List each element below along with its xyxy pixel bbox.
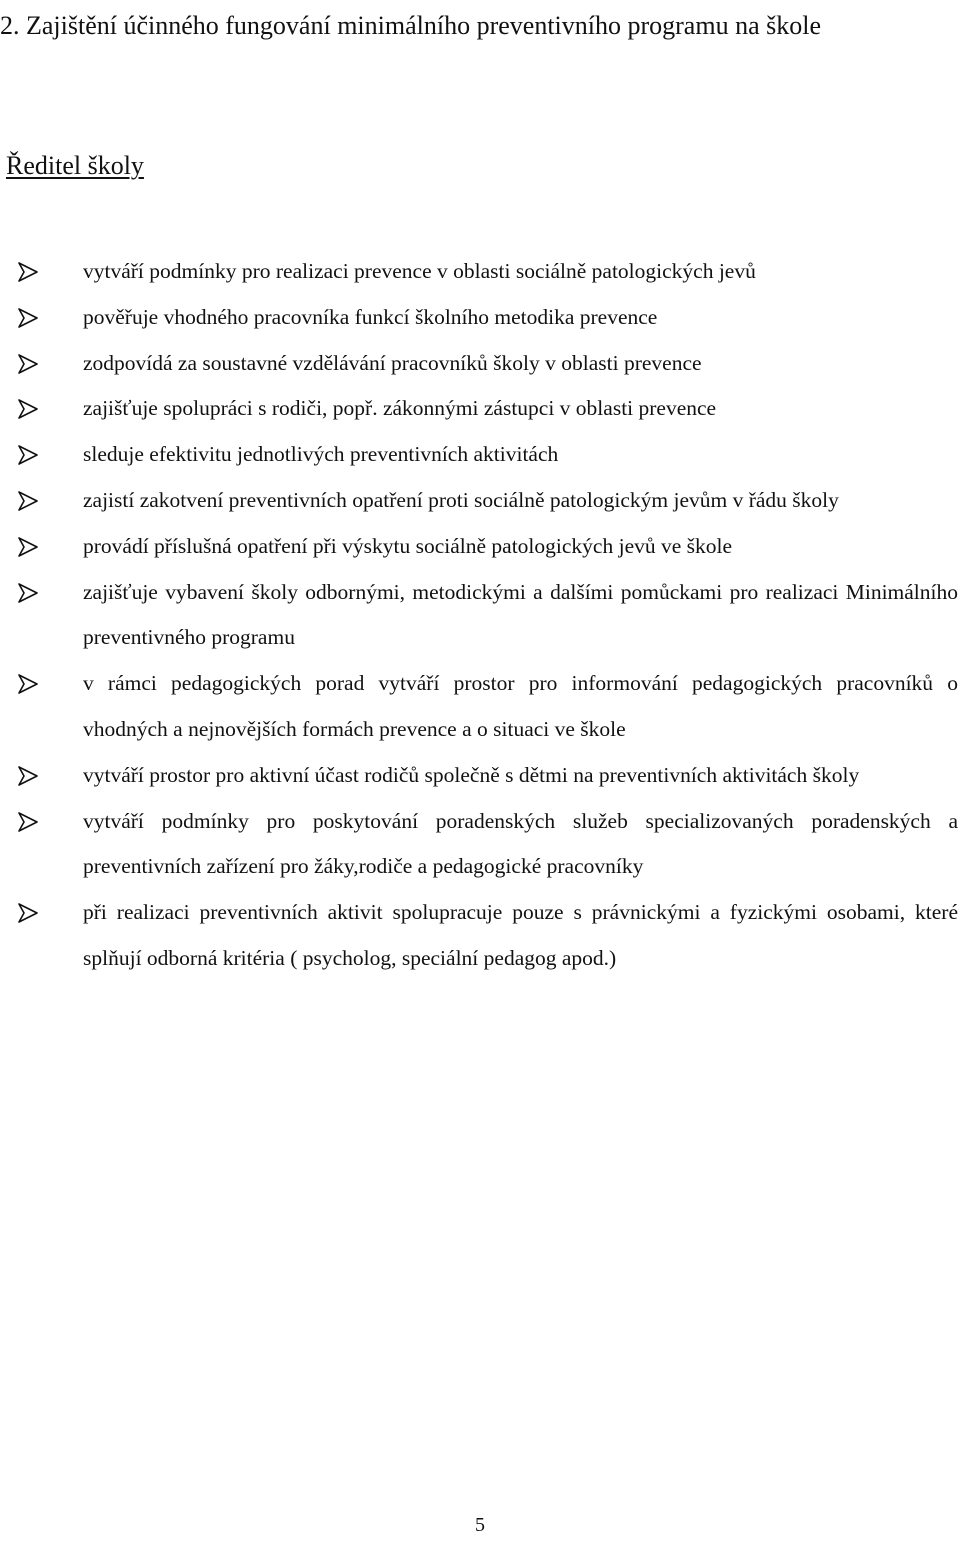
list-item-text: vytváří prostor pro aktivní účast rodičů společně s dětmi na preventivních aktivitách školy — [83, 762, 860, 787]
list-item — [0, 890, 960, 982]
list-item-text: pověřuje vhodného pracovníka funkcí školního metodika prevence — [83, 304, 658, 329]
arrowhead-bullet-icon — [17, 537, 39, 557]
arrowhead-bullet-icon — [17, 262, 39, 282]
arrowhead-bullet-icon — [17, 354, 39, 374]
list-item — [0, 524, 960, 570]
list-item — [0, 432, 960, 478]
list-item — [0, 799, 960, 891]
list-item-text: v rámci pedagogických porad vytváří prostor pro informování pedagogických pracovníků o vhodných a nejnovějších formách prevence a o situaci ve škole — [83, 671, 958, 741]
list-item — [0, 661, 960, 753]
arrowhead-bullet-icon — [17, 812, 39, 832]
list-item — [0, 570, 960, 662]
list-item — [0, 249, 960, 295]
arrowhead-bullet-icon — [17, 399, 39, 419]
page-number: 5 — [475, 1514, 485, 1536]
list-item-text: sleduje efektivitu jednotlivých preventivních aktivitách — [83, 442, 559, 467]
arrowhead-bullet-icon — [17, 445, 39, 465]
list-item-text: zajišťuje spolupráci s rodiči, popř. zákonnými zástupci v oblasti prevence — [83, 396, 717, 421]
arrowhead-bullet-icon — [17, 766, 39, 786]
list-item — [0, 478, 960, 524]
list-item-text: zajistí zakotvení preventivních opatření proti sociálně patologickým jevům v řádu školy — [83, 487, 839, 512]
subsection-heading: Ředitel školy — [6, 151, 144, 180]
arrowhead-bullet-icon — [17, 903, 39, 923]
list-item-text: vytváří podmínky pro realizaci prevence v oblasti sociálně patologických jevů — [83, 259, 756, 283]
responsibilities-list — [0, 249, 960, 982]
list-item-text: při realizaci preventivních aktivit spolupracuje pouze s právnickými a fyzickými osobami, které splňují odborná kritéria ( psycholog, speciální pedagog apod.) — [83, 900, 958, 970]
list-item — [0, 386, 960, 432]
arrowhead-bullet-icon — [17, 583, 39, 603]
list-item — [0, 295, 960, 341]
list-item — [0, 341, 960, 387]
list-item — [0, 753, 960, 799]
list-item-text: vytváří podmínky pro poskytování poradenských služeb specializovaných poradenských a preventivních zařízení pro žáky,rodiče a pedagogické pracovníky — [83, 808, 958, 879]
arrowhead-bullet-icon — [17, 491, 39, 511]
arrowhead-bullet-icon — [17, 308, 39, 328]
list-item-text: provádí příslušná opatření při výskytu sociálně patologických jevů ve škole — [83, 533, 733, 558]
list-item-text: zajišťuje vybavení školy odbornými, metodickými a dalšími pomůckami pro realizaci Minimálního preventivného programu — [83, 579, 958, 650]
arrowhead-bullet-icon — [17, 674, 39, 694]
section-heading: 2. Zajištění účinného fungování minimálního preventivního programu na škole — [0, 11, 821, 40]
list-item-text: zodpovídá za soustavné vzdělávání pracovníků školy v oblasti prevence — [83, 350, 702, 375]
